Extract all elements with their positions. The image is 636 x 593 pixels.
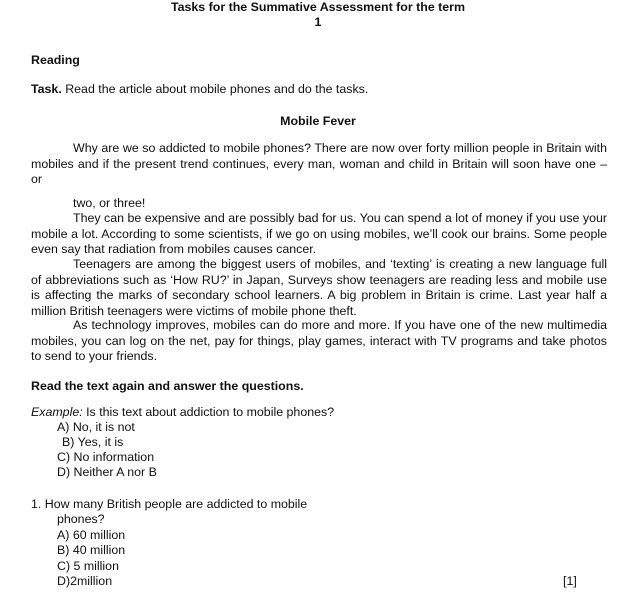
question-1-option-c: C) 5 million [57,559,119,573]
question-1-marks: [1] [563,574,577,588]
question-1-option-a: A) 60 million [57,528,126,542]
document-title: Tasks for the Summative Assessment for the term [170,0,466,14]
article-paragraph-1-continued: two, or three! [73,196,146,210]
section-heading: Reading [31,53,80,67]
task-label: Task. [31,82,62,96]
question-1-text: How many British people are addicted to mobile [44,497,308,511]
article-paragraph-1: Why are we so addicted to mobile phones? There are now over forty million people in Britain with mobiles and if the present trend continues, every man, woman and child in Britain will soon have one – or [31,141,607,186]
article-paragraph-4: As technology improves, mobiles can do more and more. If you have one of the new multimedia mobiles, you can log on the net, pay for things, play games, interact with TV programs and take photos to send to your friends. [31,318,607,363]
article-paragraph-2: They can be expensive and are possibly bad for us. You can spend a lot of money if you use your mobile a lot. According to some scientists, if we go on using mobiles, we’ll cook our brains. Some people even say that radiation from mobiles causes cancer. [31,211,607,256]
example-option-b: B) Yes, it is [62,435,124,449]
example-label: Example: [31,405,83,419]
question-1-number: 1. [31,497,42,511]
article-paragraph-3: Teenagers are among the biggest users of mobiles, and ‘texting’ is creating a new language full of abbreviations such as ‘How RU?’ in Japan, Surveys show teenagers are reading less and mobile use is affecting the marks of secondary school learners. A big problem in Britain is crime. Last year half a million British teenagers were victims of mobile phone theft. [31,257,607,318]
question-1-option-b: B) 40 million [57,543,126,557]
question-1-option-d: D)2million [57,574,113,588]
task-line [31,82,368,98]
question-1-text-continued: phones? [57,512,105,526]
task-text: Read the article about mobile phones and do the tasks. [65,82,369,96]
example-option-d: D) Neither A nor B [57,465,157,479]
term-number: 1 [314,15,322,29]
article-title: Mobile Fever [280,114,356,128]
example-question-text: Is this text about addiction to mobile phones? [86,405,335,419]
example-option-a: A) No, it is not [57,420,135,434]
example-question [31,405,334,421]
example-option-c: C) No information [57,450,155,464]
questions-instruction: Read the text again and answer the questions. [31,379,304,393]
question-1 [31,497,307,513]
